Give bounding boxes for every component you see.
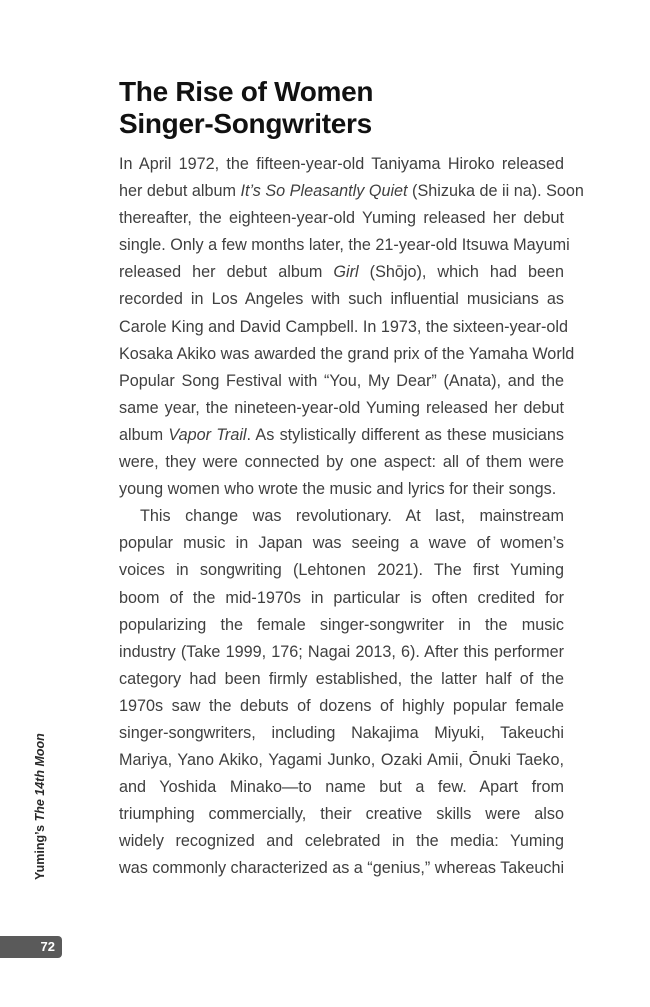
text-segment: Carole King and David Campbell. In 1973, the sixteen-year-old — [119, 317, 569, 336]
text-segment: (Shōjo), which had been — [358, 263, 564, 282]
text-segment: triumphing commercially, their creative skills were also — [119, 805, 564, 824]
italic-title: Vapor Trail — [168, 425, 247, 444]
text-line — [119, 232, 570, 259]
running-head — [30, 620, 50, 880]
heading-line-2: Singer-Songwriters — [119, 108, 372, 139]
text-line — [119, 720, 564, 747]
text-segment: voices in songwriting (Lehtonen 2021). The first Yuming — [119, 561, 564, 580]
text-segment: Mariya, Yano Akiko, Yagami Junko, Ozaki Amii, Ōnuki Taeko, — [119, 751, 564, 770]
text-segment: category had been firmly established, the latter half of the — [119, 669, 564, 688]
text-line — [119, 178, 584, 205]
text-line — [119, 395, 564, 422]
italic-title: Girl — [333, 263, 359, 282]
text-line — [119, 449, 564, 476]
text-line — [119, 828, 564, 855]
text-line — [119, 747, 564, 774]
page-number: 72 — [0, 936, 62, 958]
chapter-heading — [119, 76, 539, 140]
text-line — [119, 774, 564, 801]
text-segment: widely recognized and celebrated in the media: Yuming — [119, 832, 564, 851]
running-head-prefix: Yuming’s — [33, 821, 47, 880]
text-line — [119, 503, 564, 530]
text-segment: boom of the mid-1970s in particular is often credited for — [119, 588, 564, 607]
text-line — [119, 855, 564, 882]
text-segment: (Shizuka de ii na). Soon — [407, 182, 584, 201]
text-segment: 1970s saw the debuts of dozens of highly popular female — [119, 696, 564, 715]
text-line — [119, 368, 564, 395]
text-line — [119, 314, 569, 341]
text-segment: singer-songwriters, including Nakajima Miyuki, Takeuchi — [119, 723, 564, 742]
italic-title: It’s So Pleasantly Quiet — [240, 182, 408, 201]
text-segment: Kosaka Akiko was awarded the grand prix of the Yamaha World — [119, 344, 575, 363]
text-segment: and Yoshida Minako—to name but a few. Apart from — [119, 778, 564, 797]
text-segment: young women who wrote the music and lyrics for their songs. — [119, 480, 557, 499]
text-segment: album — [119, 425, 169, 444]
text-line — [119, 530, 564, 557]
body-text — [119, 151, 584, 883]
text-segment: recorded in Los Angeles with such influential musicians as — [119, 290, 564, 309]
text-segment: . As stylistically different as these musicians — [246, 425, 564, 444]
text-line — [119, 612, 564, 639]
text-segment: industry (Take 1999, 176; Nagai 2013, 6). After this performer — [119, 642, 564, 661]
text-line — [119, 205, 564, 232]
text-line — [119, 341, 575, 368]
running-head-book-title: The 14th Moon — [33, 733, 47, 822]
heading-line-1: The Rise of Women — [119, 76, 374, 107]
text-segment: released her debut album — [119, 263, 334, 282]
text-segment: thereafter, the eighteen-year-old Yuming released her debut — [119, 209, 564, 228]
text-segment: same year, the nineteen-year-old Yuming released her debut — [119, 398, 564, 417]
text-segment: single. Only a few months later, the 21-year-old Itsuwa Mayumi — [119, 236, 570, 255]
text-line — [119, 151, 564, 178]
text-line — [119, 422, 564, 449]
text-line — [119, 557, 564, 584]
text-segment: This change was revolutionary. At last, mainstream — [140, 507, 564, 526]
text-segment: popularizing the female singer-songwriter in the music — [119, 615, 564, 634]
text-segment: were, they were connected by one aspect: all of them were — [119, 453, 564, 472]
text-segment: popular music in Japan was seeing a wave of women’s — [119, 534, 564, 553]
text-line — [119, 476, 564, 503]
text-segment: her debut album — [119, 182, 241, 201]
text-segment: Popular Song Festival with “You, My Dear” (Anata), and the — [119, 371, 564, 390]
text-line — [119, 639, 564, 666]
text-line — [119, 585, 564, 612]
text-segment: In April 1972, the fifteen-year-old Taniyama Hiroko released — [119, 155, 564, 173]
text-line — [119, 801, 564, 828]
text-line — [119, 693, 564, 720]
text-line — [119, 259, 564, 286]
text-line — [119, 286, 564, 313]
text-line — [119, 666, 564, 693]
text-segment: was commonly characterized as a “genius,” whereas Takeuchi — [119, 859, 565, 878]
